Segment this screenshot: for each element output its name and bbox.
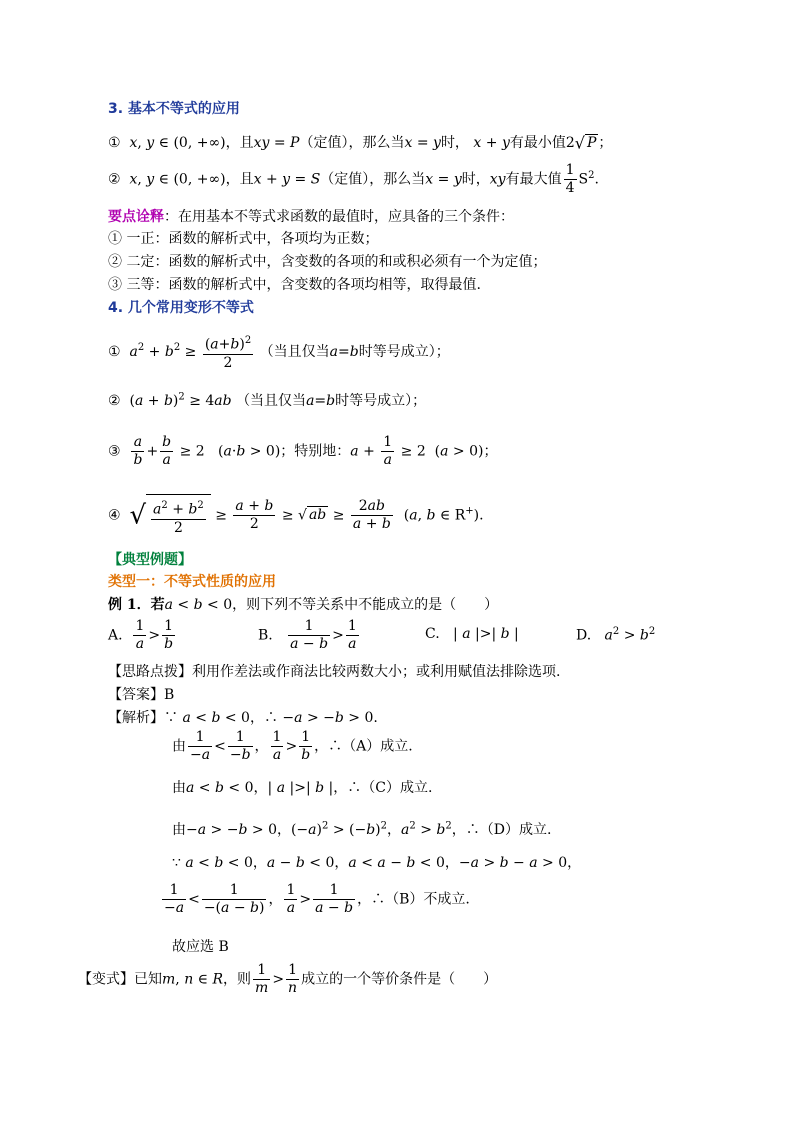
- option-b: B. $\frac{1}{a - b}$ > $\frac{1}{a}$: [258, 618, 357, 652]
- s4-formula-2: ② $(a + b)^2 \ge 4ab$ （当且仅当a=b时等号成立）；: [108, 391, 427, 409]
- option-c: C. | a |>| b |: [425, 626, 519, 642]
- type-1-heading: 类型一：不等式性质的应用: [108, 574, 276, 590]
- examples-label: 【典型例题】: [108, 552, 192, 568]
- conclusion: 故应选 B: [172, 939, 229, 955]
- variant: 【变式】已知m, n ∈ R，则 $\frac{1}{m}$ > $\frac{1}{n}$ 成立的一个等价条件是（ ）: [78, 962, 498, 996]
- analysis-step-c: 由a < b < 0，| a |>| b |，∴（C）成立.: [172, 780, 433, 796]
- section-4-heading: 4. 几个常用变形不等式: [108, 300, 254, 316]
- analysis-step-b2: $\frac{1}{-a}$ < $\frac{1}{-(a - b)}$ ， $\frac{1}{a}$ > $\frac{1}{a - b}$ ，∴（B）不成立.: [164, 882, 470, 916]
- s4-formula-3: ③ $\frac{a}{b}$ + $\frac{b}{a}$ ≥ 2 (a·b > 0)；特别地：a + $\frac{1}{a}$ ≥ 2 (a > 0)；: [108, 434, 498, 468]
- option-a: A. $\frac{1}{a}$ > $\frac{1}{b}$: [108, 618, 174, 652]
- analysis-step-b1: ∵ a < b < 0，a − b < 0，a < a − b < 0，−a > b − a > 0，: [172, 855, 582, 871]
- s3-item-1: ① x, y ∈ (0, +∞)，且xy = P（定值），那么当x = y时， x + y有最小值2√ P ；: [108, 133, 613, 153]
- example-1-question: 例 1．若a < b < 0，则下列不等关系中不能成立的是（ ）: [108, 597, 499, 613]
- s4-formula-1: ① $a^2 + b^2$ ≥ $\frac{(a+b)^2}{2}$ （当且仅当a=b时等号成立）；: [108, 332, 450, 372]
- option-d: D. $a^2 > b^2$: [576, 626, 656, 644]
- analysis-step-a: 由 $\frac{1}{-a}$ < $\frac{1}{-b}$ ， $\frac{1}{a}$ > $\frac{1}{b}$ ，∴（A）成立.: [172, 729, 413, 763]
- answer: 【答案】B: [108, 687, 175, 703]
- hint: 【思路点拨】利用作差法或作商法比较两数大小；或利用赋值法排除选项.: [108, 664, 561, 680]
- analysis-start: 【解析】∵ a < b < 0，∴ −a > −b > 0.: [108, 710, 378, 726]
- analysis-step-d: 由−a > −b > 0，$(-a)^2 > (-b)^2$，$a^2 > b^2$，∴（D）成立.: [172, 820, 552, 838]
- s3-cond-1: ① 一正：函数的解析式中，各项均为正数；: [108, 231, 379, 247]
- s3-cond-3: ③ 三等：函数的解析式中，含变数的各项均相等，取得最值.: [108, 277, 481, 293]
- s3-item-2: ② x, y ∈ (0, +∞)，且x + y = S（定值），那么当x = y时，xy有最大值 $\frac{1}{4}$ $S^2$.: [108, 162, 599, 196]
- s3-cond-2: ② 二定：函数的解析式中，含变数的各项的和或积必须有一个为定值；: [108, 254, 547, 270]
- section-3-heading: 3. 基本不等式的应用: [108, 101, 240, 117]
- s3-note: 要点诠释：在用基本不等式求函数的最值时，应具备的三个条件：: [108, 209, 514, 225]
- s4-formula-4: ④ √ $\frac{a^2 + b^2}{2}$ ≥ $\frac{a + b}{2}$ ≥ √ ab ≥ $\frac{2ab}{a + b}$ (a, b ∈ R+).: [108, 494, 484, 537]
